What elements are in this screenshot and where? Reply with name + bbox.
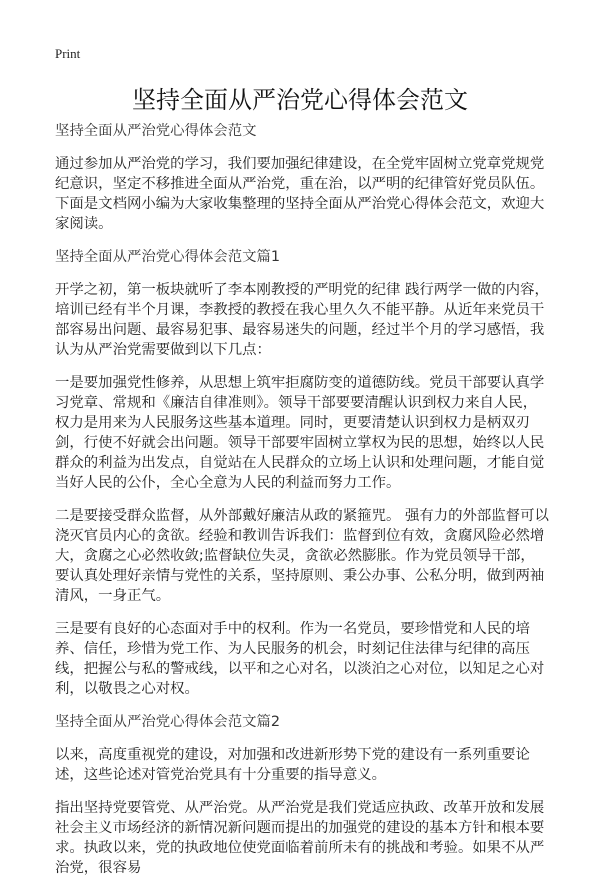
paragraph: 以来，高度重视党的建设，对加强和改进新形势下党的建设有一系列重要论述，这些论述对管党治党具有十分重要的指导意义。 (55, 747, 530, 783)
paragraph: 一是要加强党性修养，从思想上筑牢拒腐防变的道德防线。党员干部要认真学习党章、常规和《廉洁自律准则》。领导干部要要清醒认识到权力来自人民，权力是用来为人民服务这些基本道理。同时，更要清楚认识到权力是柄双刃剑，行使不好就会出问题。领导干部要牢固树立掌权为民的思想，始终以人民群众的利益为出发点，自觉站在人民群众的立场上认识和处理问题，才能自觉当好人民的公仆，全心全意为人民的利益而努力工作。 (55, 375, 545, 491)
section-heading: 坚持全面从严治党心得体会范文篇1 (55, 249, 281, 265)
document-title: 坚持全面从严治党心得体会范文 (132, 86, 468, 114)
paragraph: 三是要有良好的心态面对手中的权利。作为一名党员，要珍惜党和人民的培养、信任，珍惜为党工作、为人民服务的机会，时刻记住法律与纪律的高压线，把握公与私的警戒线，以平和之心对名，以淡泊之心对位，以知足之心对利，以敬畏之心对权。 (55, 621, 545, 697)
paragraph: 通过参加从严治党的学习，我们要加强纪律建设，在全党牢固树立党章党规党纪意识，坚定不移推进全面从严治党，重在治，以严明的纪律管好党员队伍。下面是文档网小编为大家收集整理的坚持全面从严治党心得体会范文，欢迎大家阅读。 (55, 156, 545, 232)
print-link[interactable]: Print (55, 46, 81, 61)
section-heading: 坚持全面从严治党心得体会范文篇2 (55, 714, 281, 730)
document-body (55, 121, 549, 891)
paragraph: 开学之初，第一板块就听了李本刚教授的严明党的纪律 践行两学一做的内容，培训已经有半个月课，李教授的教授在我心里久久不能平静。从近年来党员干部容易出问题、最容易犯事、最容易迷失的问题，经过半个月的学习感悟，我认为从严治党需要做到以下几点： (55, 282, 549, 358)
paragraph: 指出坚持党要管党、从严治党。从严治党是我们党适应执政、改革开放和发展社会主义市场经济的新情况新问题而提出的加强党的建设的基本方针和根本要求。执政以来，党的执政地位使党面临着前所未有的挑战和考验。如果不从严治党，很容易 (55, 800, 545, 876)
section-heading: 坚持全面从严治党心得体会范文 (55, 123, 257, 139)
paragraph: 二是要接受群众监督，从外部戴好廉洁从政的紧箍咒。 强有力的外部监督可以浇灭官员内心的贪欲。经验和教训告诉我们：监督到位有效，贪腐风险必然增大，贪腐之心必然收敛;监督缺位失灵，贪欲必然膨胀。作为党员领导干部，要认真处理好亲情与党性的关系，坚持原则、秉公办事、公私分明，做到两袖清风，一身正气。 (55, 508, 549, 604)
